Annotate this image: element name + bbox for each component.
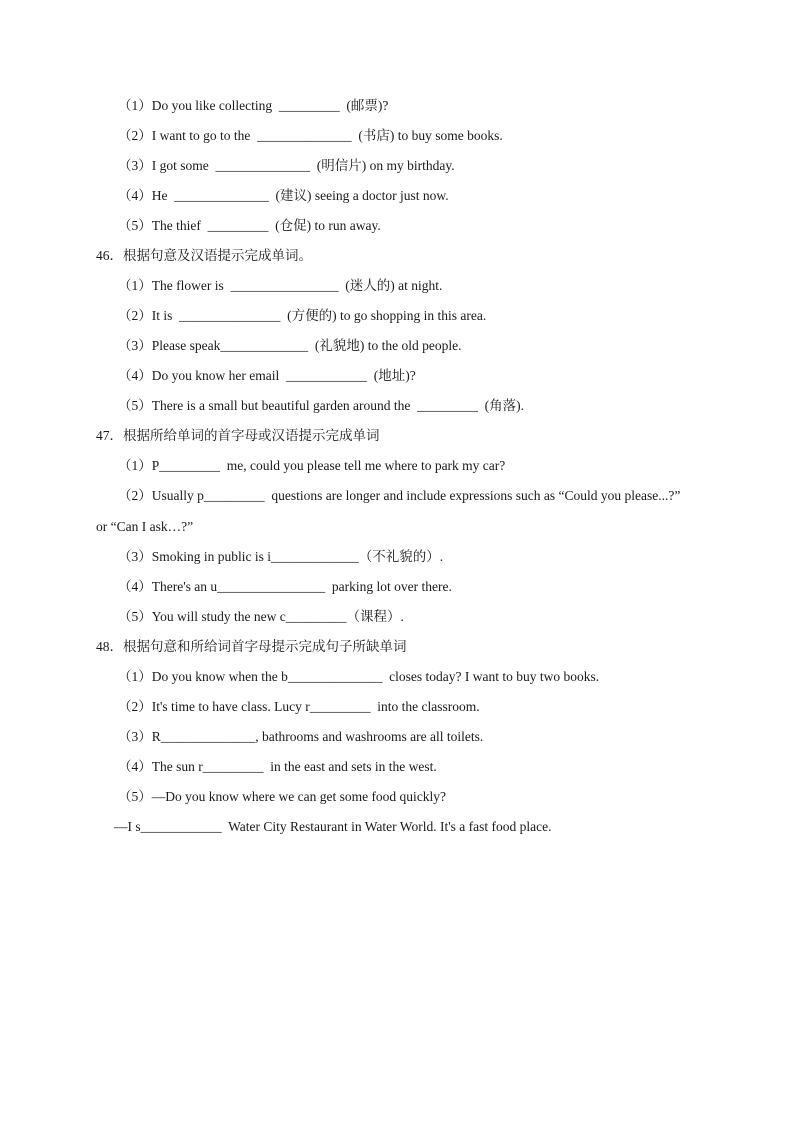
exercise-line-continued: or “Can I ask…?”: [96, 519, 194, 534]
section-heading: 48．根据句意和所给词首字母提示完成句子所缺单词: [96, 639, 407, 654]
exercise-line: （5）There is a small but beautiful garden around the _________ (角落).: [118, 398, 525, 413]
exercise-line: （4）He ______________ (建议) seeing a doctor just now.: [118, 188, 449, 203]
exercise-line: （4）The sun r_________ in the east and sets in the west.: [118, 759, 437, 774]
exercise-line: （2）It is _______________ (方便的) to go shopping in this area.: [118, 308, 487, 323]
exercise-line: （3）Smoking in public is i_____________（不礼貌的）.: [118, 549, 444, 564]
exercise-line: （2）Usually p_________ questions are longer and include expressions such as “Could you please...?”: [118, 488, 681, 503]
exercise-line: （1）Do you like collecting _________ (邮票)?: [118, 98, 389, 113]
exercise-line: （3）R______________, bathrooms and washrooms are all toilets.: [118, 729, 484, 744]
exercise-line: （5）—Do you know where we can get some food quickly?: [118, 789, 447, 804]
exercise-line: （1）P_________ me, could you please tell me where to park my car?: [118, 458, 506, 473]
exercise-line: （3）I got some ______________ (明信片) on my birthday.: [118, 158, 455, 173]
exercise-line: （2）I want to go to the ______________ (书店) to buy some books.: [118, 128, 503, 143]
exercise-line: （1）Do you know when the b______________ closes today? I want to buy two books.: [118, 669, 600, 684]
section-heading: 46．根据句意及汉语提示完成单词。: [96, 248, 312, 263]
exercise-line: （4）There's an u________________ parking lot over there.: [118, 579, 452, 594]
exercise-line: （4）Do you know her email ____________ (地址)?: [118, 368, 416, 383]
dialogue-answer-line: —I s____________ Water City Restaurant in Water World. It's a fast food place.: [114, 819, 552, 834]
exercise-line: （3）Please speak_____________ (礼貌地) to the old people.: [118, 338, 462, 353]
exercise-line: （5）The thief _________ (仓促) to run away.: [118, 218, 381, 233]
exercise-line: （2）It's time to have class. Lucy r_________ into the classroom.: [118, 699, 480, 714]
exercise-line: （5）You will study the new c_________（课程）.: [118, 609, 404, 624]
exercise-line: （1）The flower is ________________ (迷人的) at night.: [118, 278, 443, 293]
section-heading: 47．根据所给单词的首字母或汉语提示完成单词: [96, 428, 380, 443]
